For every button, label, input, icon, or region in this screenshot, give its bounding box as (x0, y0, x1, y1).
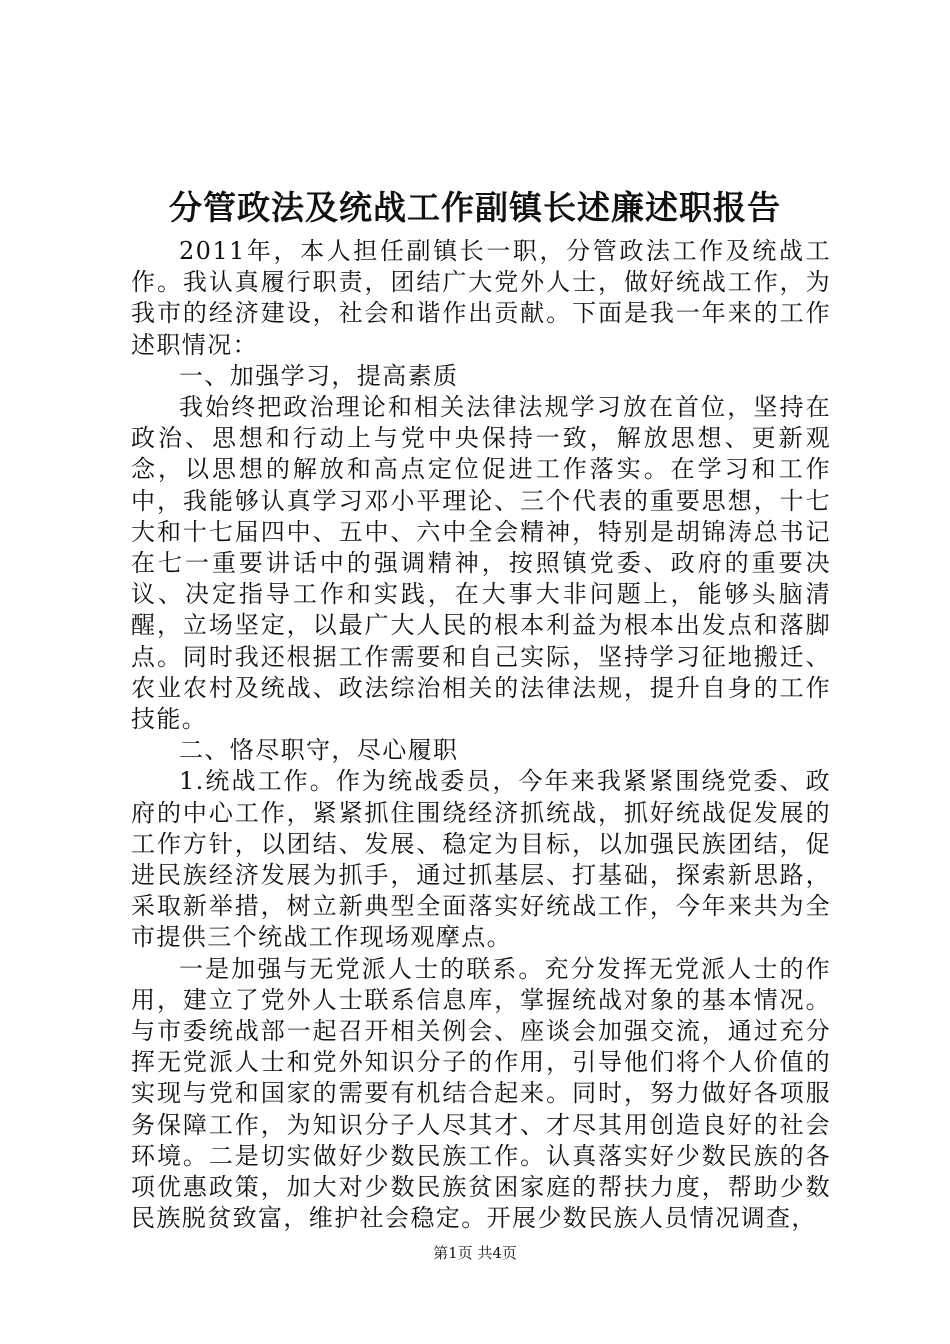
document-title: 分管政法及统战工作副镇长述廉述职报告 (169, 188, 781, 227)
section-heading-2: 二、恪尽职守，尽心履职 (179, 736, 459, 765)
document-body (131, 236, 831, 1235)
paragraph-united-front: 1.统战工作。作为统战委员，今年来我紧紧围绕党委、政府的中心工作，紧紧抓住围绕经济抓统战，抓好统战促发展的工作方针，以团结、发展、稳定为目标，以加强民族团结，促进民族经济发展为抓手，通过抓基层、打基础，探索新思路，采取新举措，树立新典型全面落实好统战工作，今年来共为全市提供三个统战工作现场观摩点。 (131, 767, 831, 952)
paragraph-study: 我始终把政治理论和相关法律法规学习放在首位，坚持在政治、思想和行动上与党中央保持一致，解放思想、更新观念，以思想的解放和高点定位促进工作落实。在学习和工作中，我能够认真学习邓小平理论、三个代表的重要思想，十七大和十七届四中、五中、六中全会精神，特别是胡锦涛总书记在七一重要讲话中的强调精神，按照镇党委、政府的重要决议、决定指导工作和实践，在大事大非问题上，能够头脑清醒，立场坚定，以最广大人民的根本利益为根本出发点和落脚点。同时我还根据工作需要和自己实际，坚持学习征地搬迁、农业农村及统战、政法综治相关的法律法规，提升自身的工作技能。 (131, 393, 831, 734)
section-heading-1: 一、加强学习，提高素质 (179, 361, 459, 390)
page-footer: 第1页 共4页 (433, 1244, 517, 1262)
paragraph-non-party: 一是加强与无党派人士的联系。充分发挥无党派人士的作用，建立了党外人士联系信息库，掌握统战对象的基本情况。与市委统战部一起召开相关例会、座谈会加强交流，通过充分挥无党派人士和党外知识分子的作用，引导他们将个人价值的实现与党和国家的需要有机结合起来。同时，努力做好各项服务保障工作，为知识分子人尽其才、才尽其用创造良好的社会环境。二是切实做好少数民族工作。认真落实好少数民族的各项优惠政策，加大对少数民族贫困家庭的帮扶力度，帮助少数民族脱贫致富，维护社会稳定。开展少数民族人员情况调查， (131, 954, 831, 1233)
paragraph-intro: 2011年，本人担任副镇长一职，分管政法工作及统战工作。我认真履行职责，团结广大党外人士，做好统战工作，为我市的经济建设，社会和谐作出贡献。下面是我一年来的工作述职情况： (131, 237, 831, 359)
